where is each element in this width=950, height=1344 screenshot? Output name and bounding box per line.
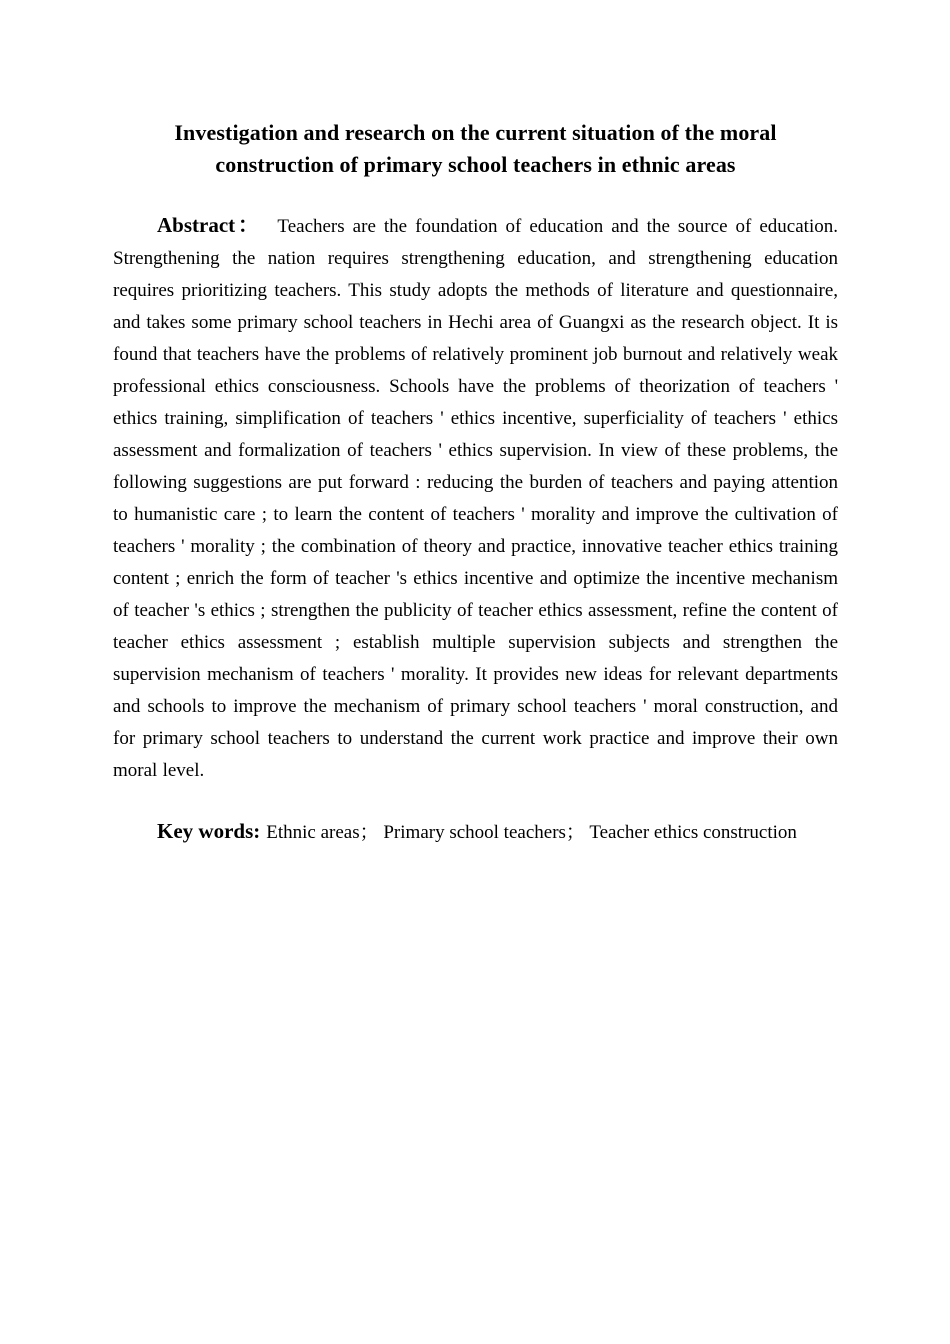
keywords-text: Ethnic areas； Primary school teachers； Teacher ethics construction xyxy=(266,822,797,843)
keywords-label: Key words: xyxy=(157,819,261,843)
page-title: Investigation and research on the current situation of the moral construction of primary school teachers in ethnic areas xyxy=(174,120,777,177)
abstract-label: Abstract： xyxy=(157,213,262,237)
keywords-line xyxy=(113,815,838,849)
abstract-spacer xyxy=(262,216,278,237)
abstract-text: Teachers are the foundation of education and the source of education. Strengthening the nation requires strengthening education, and strengthening education requires prioritizing teachers. This study adopts the methods of literature and questionnaire, and takes some primary school teachers in Hechi area of Guangxi as the research object. It is found that teachers have the problems of relatively prominent job burnout and relatively weak professional ethics consciousness. Schools have the problems of theorization of teachers ' ethics training, simplification of teachers ' ethics incentive, superficiality of teachers ' ethics assessment and formalization of teachers ' ethics supervision. In view of these problems, the following suggestions are put forward : reducing the burden of teachers and paying attention to humanistic care ; to learn the content of teachers ' morality and improve the cultivation of teachers ' morality ; the combination of theory and practice, innovative teacher ethics training content ; enrich the form of teacher 's ethics incentive and optimize the incentive mechanism of teacher 's ethics ; strengthen the publicity of teacher ethics assessment, refine the content of teacher ethics assessment ; establish multiple supervision subjects and strengthen the supervision mechanism of teachers ' morality. It provides new ideas for relevant departments and schools to improve the mechanism of primary school teachers ' moral construction, and for primary school teachers to understand the current work practice and improve their own moral level. xyxy=(113,216,838,781)
abstract-paragraph xyxy=(113,209,838,787)
